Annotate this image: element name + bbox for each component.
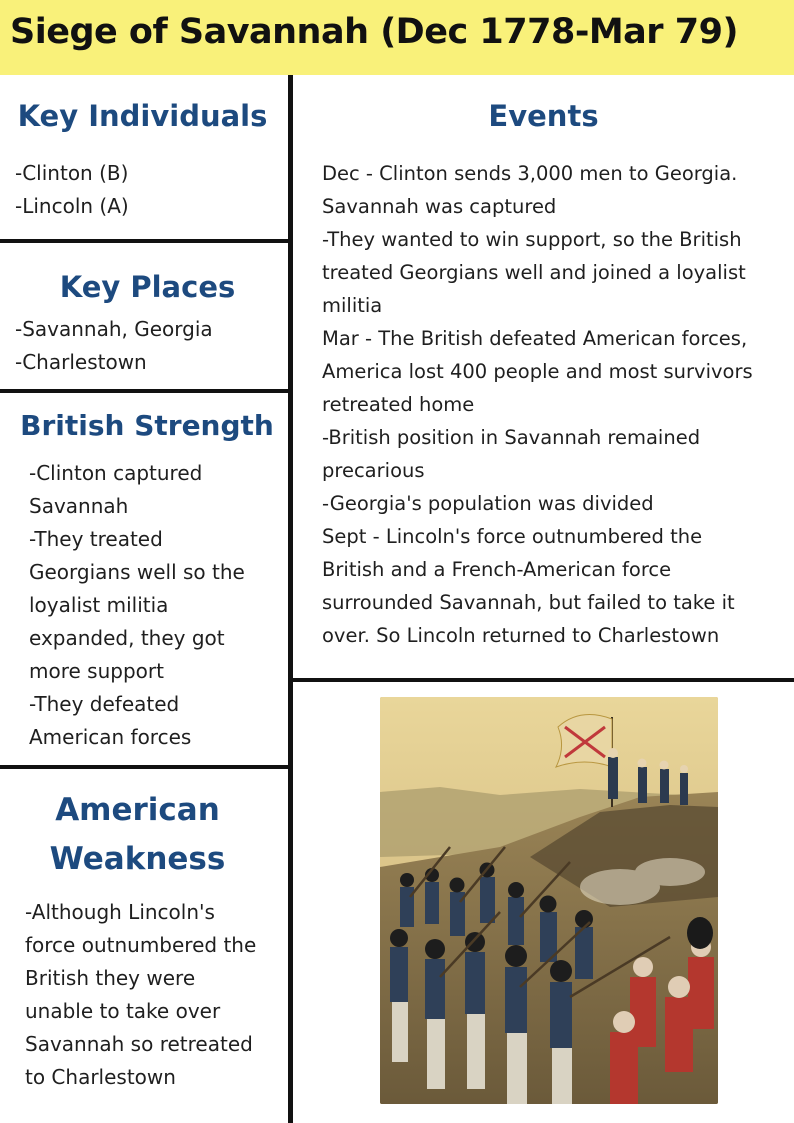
list-item: -They wanted to win support, so the British xyxy=(322,228,742,251)
divider-individuals-places xyxy=(0,239,290,243)
list-item: -They defeated xyxy=(29,692,180,716)
list-item: British and a French-American force xyxy=(322,558,672,581)
list-item: America lost 400 people and most survivors xyxy=(322,360,753,383)
key-individuals-heading: Key Individuals xyxy=(17,99,268,133)
list-item: over. So Lincoln returned to Charlestown xyxy=(322,624,720,647)
column-divider xyxy=(288,75,293,1123)
list-item: unable to take over xyxy=(25,999,221,1023)
list-item: force outnumbered the xyxy=(25,933,257,957)
list-item: -British position in Savannah remained xyxy=(322,426,701,449)
key-places-list xyxy=(15,313,213,379)
divider-places-strength xyxy=(0,389,290,393)
list-item: -Charlestown xyxy=(15,350,147,374)
divider-events-image xyxy=(290,678,794,682)
british-strength-list xyxy=(29,457,245,754)
list-item: American forces xyxy=(29,725,192,749)
list-item: Sept - Lincoln's force outnumbered the xyxy=(322,525,703,548)
list-item: British they were xyxy=(25,966,196,990)
title-bar xyxy=(0,0,794,75)
list-item: treated Georgians well and joined a loyalist xyxy=(322,261,746,284)
key-places-heading: Key Places xyxy=(59,270,236,304)
battle-scene-illustration xyxy=(380,697,718,1104)
list-item: -Savannah, Georgia xyxy=(15,317,213,341)
american-weakness-heading-line2: Weakness xyxy=(49,841,226,877)
list-item: precarious xyxy=(322,459,425,482)
list-item: -Lincoln (A) xyxy=(15,194,129,218)
list-item: militia xyxy=(322,294,383,317)
list-item: -Clinton (B) xyxy=(15,161,129,185)
key-individuals-list xyxy=(15,157,129,223)
list-item: -Georgia's population was divided xyxy=(322,492,654,515)
american-weakness-heading-line1: American xyxy=(55,792,220,828)
page-title: Siege of Savannah (Dec 1778-Mar 79) xyxy=(10,12,738,52)
list-item: more support xyxy=(29,659,164,683)
list-item: Savannah xyxy=(29,494,129,518)
list-item: Savannah was captured xyxy=(322,195,557,218)
list-item: to Charlestown xyxy=(25,1065,176,1089)
list-item: -Although Lincoln's xyxy=(25,900,215,924)
list-item: Mar - The British defeated American forces, xyxy=(322,327,748,350)
list-item: -Clinton captured xyxy=(29,461,203,485)
american-weakness-list xyxy=(25,896,256,1094)
divider-strength-weakness xyxy=(0,765,290,769)
list-item: Savannah so retreated xyxy=(25,1032,253,1056)
list-item: retreated home xyxy=(322,393,475,416)
list-item: Georgians well so the xyxy=(29,560,245,584)
list-item: -They treated xyxy=(29,527,163,551)
list-item: Dec - Clinton sends 3,000 men to Georgia. xyxy=(322,162,738,185)
list-item: loyalist militia xyxy=(29,593,169,617)
british-strength-heading: British Strength xyxy=(20,409,274,442)
list-item: expanded, they got xyxy=(29,626,225,650)
events-heading: Events xyxy=(488,99,599,133)
battle-painting-image xyxy=(380,697,718,1104)
events-list xyxy=(322,157,753,652)
list-item: surrounded Savannah, but failed to take it xyxy=(322,591,735,614)
